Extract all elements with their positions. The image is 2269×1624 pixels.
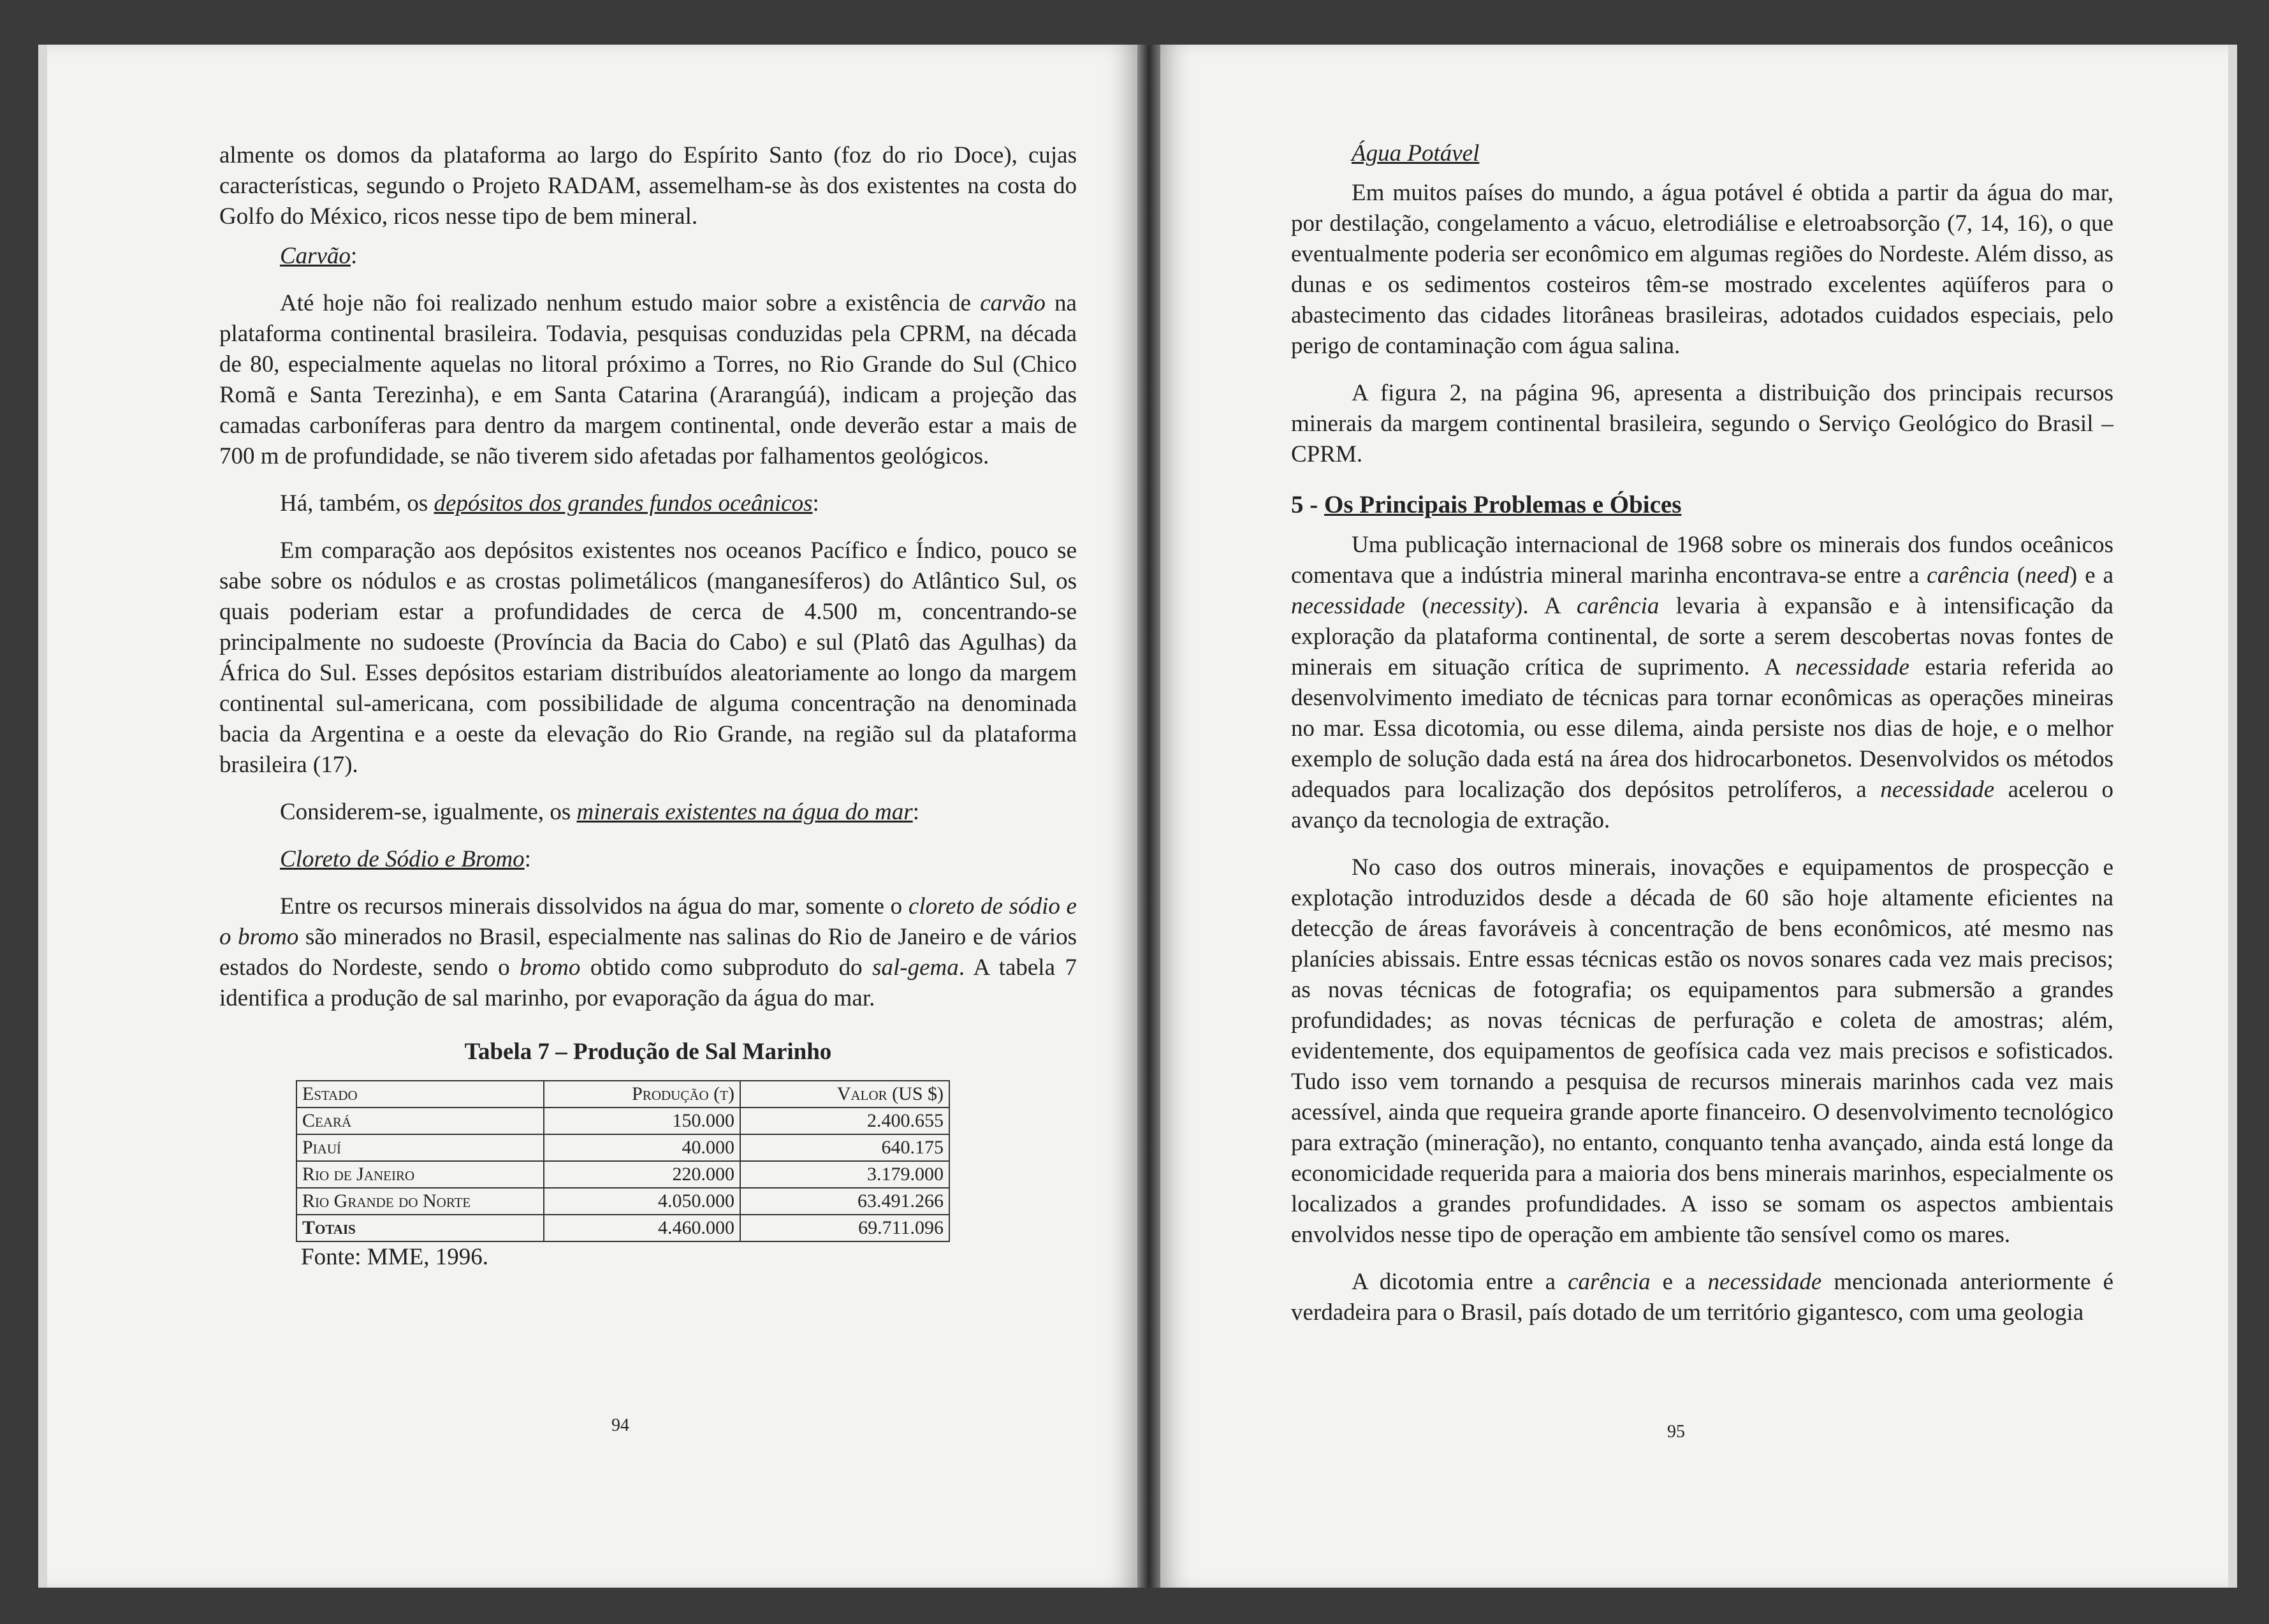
paragraph: A figura 2, na página 96, apresenta a distribuição dos principais recursos minerais da margem continental brasileira, segundo o Serviço Geológico do Brasil – CPRM. [1291,380,2113,467]
table-cell: Rio de Janeiro [296,1161,544,1188]
table-cell: 2.400.655 [740,1108,949,1134]
table-cell: 640.175 [740,1134,949,1161]
section-title: 5 - Os Principais Problemas e Óbices [1291,491,1682,518]
table-header-row [296,1081,949,1108]
table-cell: 220.000 [544,1161,740,1188]
book-spread [38,45,2228,1588]
paragraph: No caso dos outros minerais, inovações e equipamentos de prospecção e explotação introduzidos desde a década de 60 são hoje altamente eficientes na detecção de áreas favoráveis à concentração de bens econômicos, até mesmo nas planícies abissais. Entre essas técnicas estão os novos sonares cada vez mais precisos; as novas técnicas de fotografia; os equipamentos para submersão a grandes profundidades; as novas técnicas de perfuração e coleta de amostras; além, evidentemente, dos equipamentos de geofísica cada vez mais precisos e sofisticados. Tudo isso vem tornando a pesquisa de recursos minerais marinhos cada vez mais acessível, ainda que requeira grande aporte financeiro. O desenvolvimento tecnológico para extração (mineração), no entanto, conquanto tenha avançado, ainda está longe da economicidade requerida para a maioria dos bens minerais marinhos, especialmente os localizados a grandes profundidades. A isso se somam os aspectos ambientais envolvidos nesse tipo de operação em ambiente tão sensível como os mares. [1291,854,2113,1248]
paragraph: Considerem-se, igualmente, os minerais existentes na água do mar: [280,799,919,825]
right-page [1160,45,2237,1588]
table-cell: 69.711.096 [740,1215,949,1241]
page-number: 94 [611,1416,629,1435]
paragraph: Há, também, os depósitos dos grandes fundos oceânicos: [280,490,819,516]
table-cell: 3.179.000 [740,1161,949,1188]
page-number: 95 [1667,1422,1685,1442]
table-total-row [296,1215,949,1241]
table-cell: Ceará [296,1108,544,1134]
book-gutter [1137,45,1160,1588]
section-heading-cloreto: Cloreto de Sódio e Bromo: [280,846,531,872]
table-row [296,1134,949,1161]
table-header-cell: Produção (t) [544,1081,740,1108]
table-cell: Rio Grande do Norte [296,1188,544,1215]
left-text-column [219,140,1077,1273]
left-page [38,45,1137,1588]
paragraph: Até hoje não foi realizado nenhum estudo maior sobre a existência de carvão na plataforma continental brasileira. Todavia, pesquisas conduzidas pela CPRM, na década de 80, especialmente aquelas no litoral próximo a Torres, no Rio Grande do Sul (Chico Romã e Santa Terezinha), e em Santa Catarina (Ararangúá), indicam a projeção das camadas carboníferas para dentro da margem continental, onde deverão estar a mais de 700 m de profundidade, se não tiverem sido afetadas por falhamentos geológicos. [219,290,1077,469]
table-source: Fonte: MME, 1996. [301,1244,488,1270]
table-caption: Tabela 7 – Produção de Sal Marinho [464,1039,832,1065]
paragraph: Em comparação aos depósitos existentes nos oceanos Pacífico e Índico, pouco se sabe sobre os nódulos e as crostas polimetálicos (manganesíferos) do Atlântico Sul, os quais poderiam estar a profundidades de cerca de 4.500 m, concentrando-se principalmente no sudoeste (Província da Bacia do Cabo) e sul (Platô das Agulhas) da África do Sul. Esses depósitos estariam distribuídos aleatoriamente ao longo da margem continental sul-americana, com possibilidade de alguma concentração na denominada bacia da Argentina e a oeste da elevação do Rio Grande, na região sul da plataforma brasileira (17). [219,538,1077,778]
table-row [296,1108,949,1134]
table-header-cell: Estado [296,1081,544,1108]
paragraph: Uma publicação internacional de 1968 sobre os minerais dos fundos oceânicos comentava que a indústria mineral marinha encontrava-se entre a carência (need) e a necessidade (necessity). A carência levaria à expansão e à intensificação da exploração da plataforma continental, de sorte a serem descobertas novas fontes de minerais em situação crítica de suprimento. A necessidade estaria referida ao desenvolvimento imediato de técnicas para tornar econômicas as operações mineiras no mar. Essa dicotomia, ou esse dilema, ainda persiste nos dias de hoje, e o melhor exemplo de solução dada está na área dos hidrocarbonetos. Desenvolvidos os métodos adequados para localização dos depósitos petrolíferos, a necessidade acelerou o avanço da tecnologia de extração. [1291,532,2114,833]
paragraph: Em muitos países do mundo, a água potável é obtida a partir da água do mar, por destilação, congelamento a vácuo, eletrodiálise e eletroabsorção (7, 14, 16), o que eventualmente poderia ser econômico em algumas regiões do Nordeste. Além disso, as dunas e os sedimentos costeiros têm-se mostrado excelentes aqüíferos para o abastecimento das cidades litorâneas brasileiras, adotados cuidados especiais, pelo perigo de contaminação com água salina. [1291,180,2113,359]
table-cell: 4.050.000 [544,1188,740,1215]
table-row [296,1188,949,1215]
section-heading-carvao: Carvão: [280,243,358,269]
table-cell: 63.491.266 [740,1188,949,1215]
paragraph: Entre os recursos minerais dissolvidos na água do mar, somente o cloreto de sódio e o bromo são minerados no Brasil, especialmente nas salinas do Rio de Janeiro e de vários estados do Nordeste, sendo o bromo obtido como subproduto do sal-gema. A tabela 7 identifica a produção de sal marinho, por evaporação da água do mar. [219,893,1077,1011]
table-header-cell: Valor (US $) [740,1081,949,1108]
table-cell: Piauí [296,1134,544,1161]
paragraph: A dicotomia entre a carência e a necessidade mencionada anteriormente é verdadeira para o Brasil, país dotado de um território gigantesco, com uma geologia [1291,1269,2113,1326]
table-row [296,1161,949,1188]
section-heading-agua: Água Potável [1352,140,1480,166]
production-table [296,1080,950,1242]
table-cell: 40.000 [544,1134,740,1161]
table-cell: Totais [296,1215,544,1241]
paragraph: almente os domos da plataforma ao largo do Espírito Santo (foz do rio Doce), cujas características, segundo o Projeto RADAM, assemelham-se às dos existentes na costa do Golfo do México, ricos nesse tipo de bem mineral. [219,142,1077,230]
table-cell: 4.460.000 [544,1215,740,1241]
right-text-column [1291,140,2114,1328]
table-cell: 150.000 [544,1108,740,1134]
